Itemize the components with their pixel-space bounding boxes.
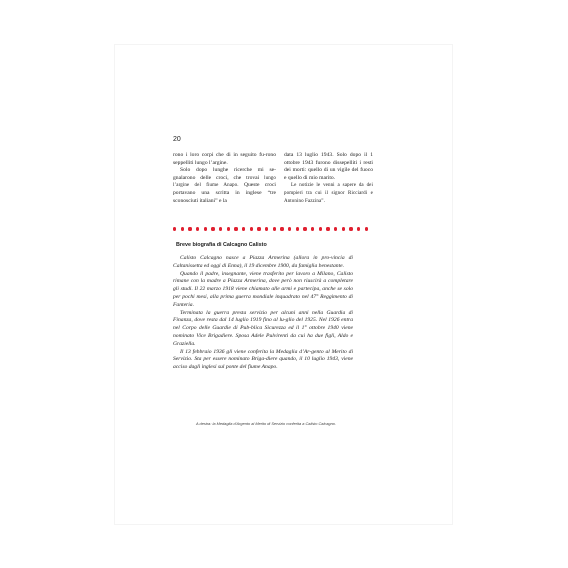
divider-dot <box>188 227 191 230</box>
divider-dot <box>265 227 268 230</box>
text-line: Solo dopo lunghe ricerche mi se-gnalarono delle croci, che trovai <box>173 167 276 181</box>
paragraph: rono i loro corpi che di in seguito fu-rono seppelliti lungo l’argine. <box>173 152 276 166</box>
divider-dot <box>257 227 260 230</box>
divider-dot <box>296 227 299 230</box>
divider-dot <box>181 227 184 230</box>
biography-text <box>173 255 353 372</box>
text-line: lungo l’argine del fiume Anapo. <box>173 175 276 189</box>
divider-dot <box>349 227 352 230</box>
divider-dot <box>219 227 222 230</box>
divider-dot <box>311 227 314 230</box>
divider-dot <box>280 227 283 230</box>
divider-dot <box>342 227 345 230</box>
divider-dot <box>196 227 199 230</box>
divider-dot <box>204 227 207 230</box>
bio-paragraph: Terminata la guerra presta servizio per alcuni anni nella Guardia di Finanza, dove resta dal 14 luglio 1919 fino al lu-glio del 1925. Nel 1926 entra nel Corpo delle Guardie di Pub-blica Sicurezza ed il 1° ottobre 1940 viene nominato Vice Brigadiere. Sposa Adele Pulvirenti da cui ha due figli, Aldo e Graziella. <box>173 309 353 347</box>
red-dot-divider <box>173 226 368 232</box>
bio-paragraph: Calisto Calcagno nasce a Piazza Armerina (allora in pro-vincia di Caltanissetta ed oggi di Enna), il 19 dicembre 1900, da famiglia benestante. <box>173 255 353 269</box>
paragraph <box>173 167 276 205</box>
divider-dot <box>273 227 276 230</box>
paragraph: data 13 luglio 1943. Solo dopo il 1 ottobre 1943 furono dissepelliti i resti dei morti: quello di un vigile del fuoco e quello di mio marito. <box>284 152 373 181</box>
divider-dot <box>326 227 329 230</box>
image-caption: A destra: la Medaglia d’Argento al Merito di Servizio conferita a Calisto Calcagno. <box>196 421 336 426</box>
divider-dot <box>250 227 253 230</box>
text-column-left <box>173 152 276 205</box>
divider-dot <box>211 227 214 230</box>
section-heading: Breve biografia di Calcagno Calisto <box>176 242 267 248</box>
text-line: Queste croci portavano una scritta in inglese “tre sconosciuti italiani” e la <box>173 182 276 204</box>
divider-dot <box>173 227 176 230</box>
bio-paragraph: Il 13 febbraio 1936 gli viene conferita la Medaglia d’Ar-gento al Merito di Servizio. Sta per essere nominato Briga-diere quando, il 10 luglio 1943, viene acciso dagli inglesi sul ponte del fiume Anapo. <box>173 348 353 371</box>
divider-dot <box>234 227 237 230</box>
bio-paragraph: Quando il padre, insegnante, viene trasferito per lavoro a Milano, Calisto rimane con la madre a Piazza Armerina, dove però non riuscirà a completare gli studi. Il 22 marzo 1918 viene chiamato alle armi e partecipa, anche se solo per pochi mesi, alla prima guerra mondiale inquadrato nel 47° Reggimento di Fanteria. <box>173 270 353 308</box>
divider-dot <box>303 227 306 230</box>
page-number: 20 <box>173 136 181 143</box>
divider-dot <box>288 227 291 230</box>
divider-dot <box>365 227 368 230</box>
text-column-right <box>284 152 373 205</box>
divider-dot <box>227 227 230 230</box>
divider-dot <box>319 227 322 230</box>
divider-dot <box>242 227 245 230</box>
divider-dot <box>334 227 337 230</box>
paragraph: Le notizie le venni a sapere da dei pompieri tra cui il signor Ricciardi e Antonino Fazzina”. <box>284 183 373 204</box>
divider-dot <box>357 227 360 230</box>
